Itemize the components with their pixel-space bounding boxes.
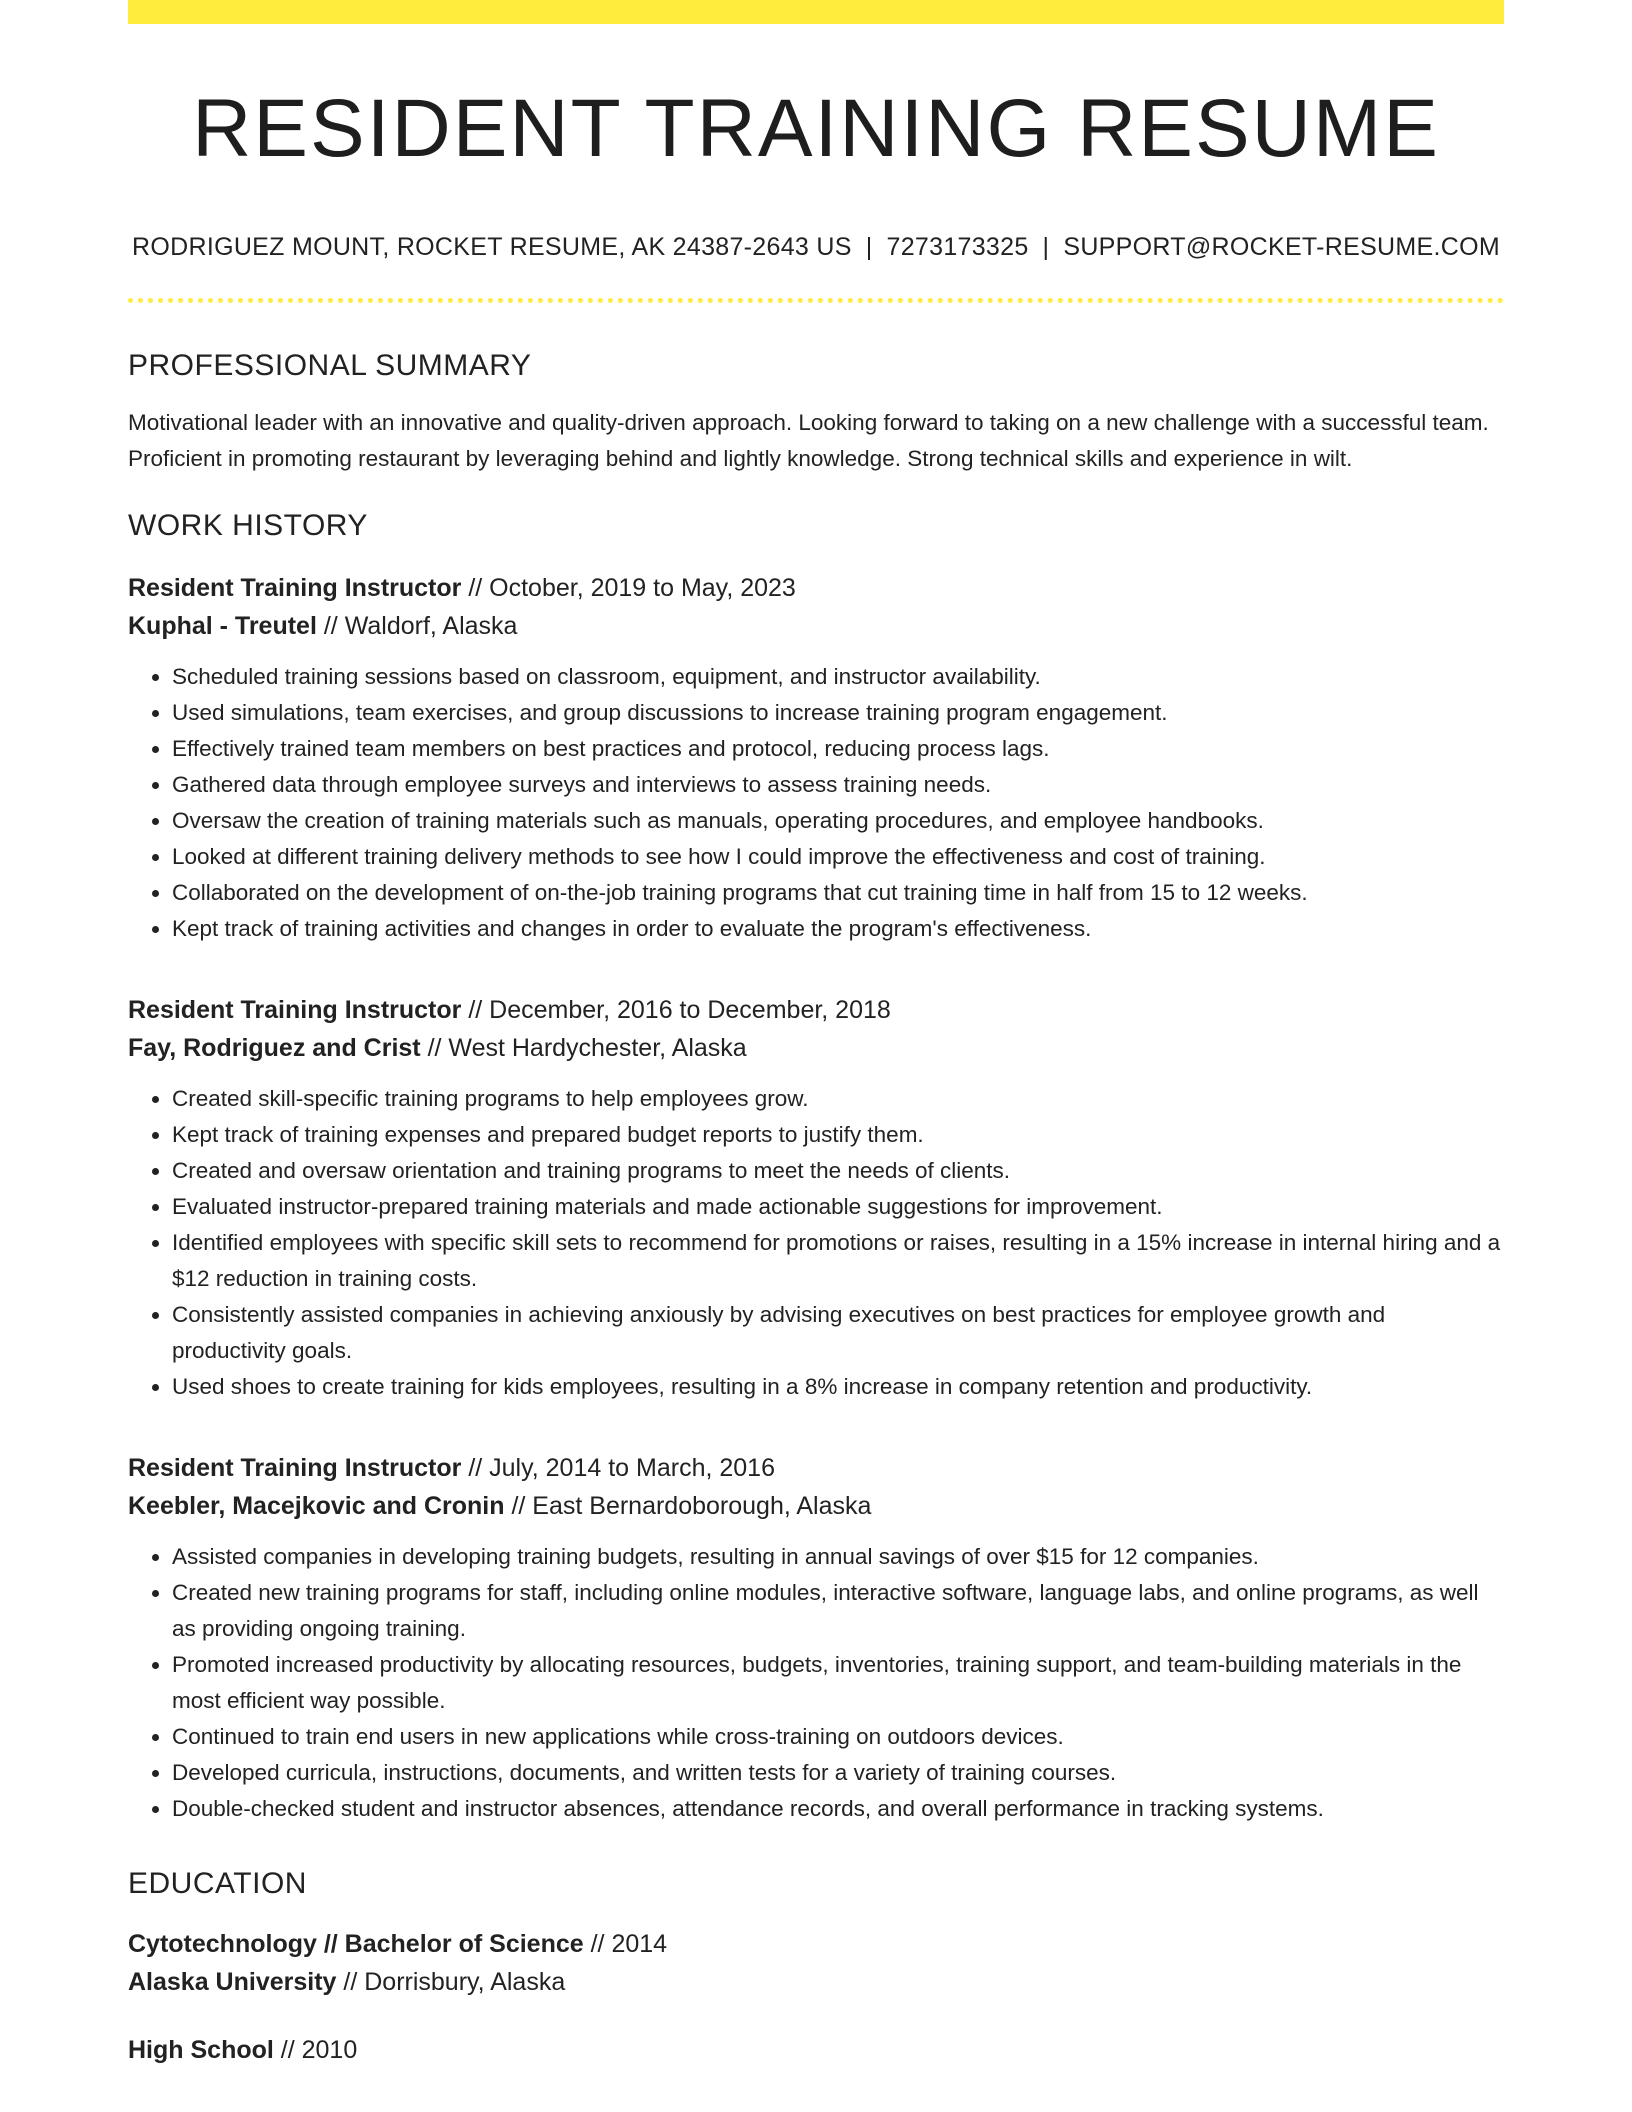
work-history-heading: WORK HISTORY bbox=[128, 509, 368, 543]
contact-email[interactable]: SUPPORT@ROCKET-RESUME.COM bbox=[1063, 233, 1500, 262]
job-bullet: • Consistently assisted companies in achieving anxiously by advising executives on best practices for employee growth and productivity goals. bbox=[172, 1297, 1504, 1369]
job-bullet: • Kept track of training activities and changes in order to evaluate the program's effectiveness. bbox=[172, 911, 1504, 947]
job-title: Resident Training Instructor bbox=[128, 996, 462, 1025]
job-title-line bbox=[128, 569, 1504, 607]
job-company: Fay, Rodriguez and Crist bbox=[128, 1034, 421, 1063]
job-bullets bbox=[128, 659, 1504, 947]
job-location: // Waldorf, Alaska bbox=[316, 612, 518, 641]
job-title: Resident Training Instructor bbox=[128, 1454, 462, 1483]
job-company: Keebler, Macejkovic and Cronin bbox=[128, 1492, 505, 1521]
dotted-divider bbox=[128, 298, 1504, 303]
job-bullet: • Identified employees with specific skill sets to recommend for promotions or raises, resulting in a 15% increase in internal hiring and a $12 reduction in training costs. bbox=[172, 1225, 1504, 1297]
job-bullet: • Created new training programs for staff, including online modules, interactive software, language labs, and online programs, as well as providing ongoing training. bbox=[172, 1575, 1504, 1647]
job-entry bbox=[128, 991, 1504, 1405]
job-bullet: • Created and oversaw orientation and training programs to meet the needs of clients. bbox=[172, 1153, 1504, 1189]
accent-top-bar bbox=[128, 0, 1504, 24]
resume-page bbox=[128, 0, 1504, 2069]
job-bullet: • Assisted companies in developing training budgets, resulting in annual savings of over $15 for 12 companies. bbox=[172, 1539, 1504, 1575]
summary-text: Motivational leader with an innovative and quality-driven approach. Looking forward to taking on a new challenge with a successful team. Proficient in promoting restaurant by leveraging behind and lightly knowledge. Strong technical skills and experience in wilt. bbox=[128, 410, 1489, 472]
job-bullet: • Oversaw the creation of training materials such as manuals, operating procedures, and employee handbooks. bbox=[172, 803, 1504, 839]
job-dates: // July, 2014 to March, 2016 bbox=[461, 1454, 775, 1483]
job-entry bbox=[128, 569, 1504, 947]
job-title: Resident Training Instructor bbox=[128, 574, 462, 603]
job-dates: // October, 2019 to May, 2023 bbox=[461, 574, 796, 603]
job-bullet: • Created skill-specific training programs to help employees grow. bbox=[172, 1081, 1504, 1117]
job-title-line bbox=[128, 1449, 1504, 1487]
job-bullet: • Used shoes to create training for kids employees, resulting in a 8% increase in company retention and productivity. bbox=[172, 1369, 1504, 1405]
education-school: Alaska University bbox=[128, 1968, 337, 1997]
job-bullets bbox=[128, 1081, 1504, 1405]
education-location: // Dorrisbury, Alaska bbox=[336, 1968, 566, 1997]
job-bullet: • Used simulations, team exercises, and group discussions to increase training program engagement. bbox=[172, 695, 1504, 731]
job-location: // East Bernardoborough, Alaska bbox=[504, 1492, 872, 1521]
job-entry bbox=[128, 1449, 1504, 1827]
job-bullet: • Continued to train end users in new applications while cross-training on outdoors devices. bbox=[172, 1719, 1504, 1755]
job-bullet: • Scheduled training sessions based on classroom, equipment, and instructor availability. bbox=[172, 659, 1504, 695]
job-bullet: • Promoted increased productivity by allocating resources, budgets, inventories, training support, and team-building materials in the most efficient way possible. bbox=[172, 1647, 1504, 1719]
job-bullet: • Gathered data through employee surveys and interviews to assess training needs. bbox=[172, 767, 1504, 803]
job-bullet: • Looked at different training delivery methods to see how I could improve the effectiveness and cost of training. bbox=[172, 839, 1504, 875]
resume-title: RESIDENT TRAINING RESUME bbox=[192, 83, 1440, 174]
job-dates: // December, 2016 to December, 2018 bbox=[461, 996, 891, 1025]
education-degree: Cytotechnology // Bachelor of Science bbox=[128, 1930, 584, 1959]
job-bullet: • Developed curricula, instructions, documents, and written tests for a variety of training courses. bbox=[172, 1755, 1504, 1791]
education-entry bbox=[128, 1925, 1504, 2001]
education-degree-line bbox=[128, 1925, 1504, 1963]
job-bullet: • Evaluated instructor-prepared training materials and made actionable suggestions for improvement. bbox=[172, 1189, 1504, 1225]
job-location: // West Hardychester, Alaska bbox=[420, 1034, 747, 1063]
job-company-line bbox=[128, 1029, 1504, 1067]
job-bullet: • Kept track of training expenses and prepared budget reports to justify them. bbox=[172, 1117, 1504, 1153]
education-degree-line bbox=[128, 2031, 1504, 2069]
education-school-line bbox=[128, 1963, 1504, 2001]
contact-address: RODRIGUEZ MOUNT, ROCKET RESUME, AK 24387-2643 US bbox=[132, 233, 852, 262]
job-company-line bbox=[128, 607, 1504, 645]
job-bullet: • Collaborated on the development of on-the-job training programs that cut training time in half from 15 to 12 weeks. bbox=[172, 875, 1504, 911]
education-year: // 2014 bbox=[583, 1930, 668, 1959]
job-bullet: • Double-checked student and instructor absences, attendance records, and overall performance in tracking systems. bbox=[172, 1791, 1504, 1827]
summary-heading: PROFESSIONAL SUMMARY bbox=[128, 349, 532, 383]
education-entry bbox=[128, 2031, 1504, 2069]
education-year: // 2010 bbox=[273, 2036, 358, 2065]
contact-line bbox=[128, 232, 1504, 262]
education-heading: EDUCATION bbox=[128, 1867, 307, 1901]
contact-phone[interactable]: 7273173325 bbox=[886, 233, 1029, 262]
job-company: Kuphal - Treutel bbox=[128, 612, 317, 641]
contact-separator: | bbox=[1042, 233, 1050, 262]
job-title-line bbox=[128, 991, 1504, 1029]
contact-separator: | bbox=[865, 233, 873, 262]
job-bullet: • Effectively trained team members on best practices and protocol, reducing process lags. bbox=[172, 731, 1504, 767]
job-bullets bbox=[128, 1539, 1504, 1827]
job-company-line bbox=[128, 1487, 1504, 1525]
education-degree: High School bbox=[128, 2036, 274, 2065]
